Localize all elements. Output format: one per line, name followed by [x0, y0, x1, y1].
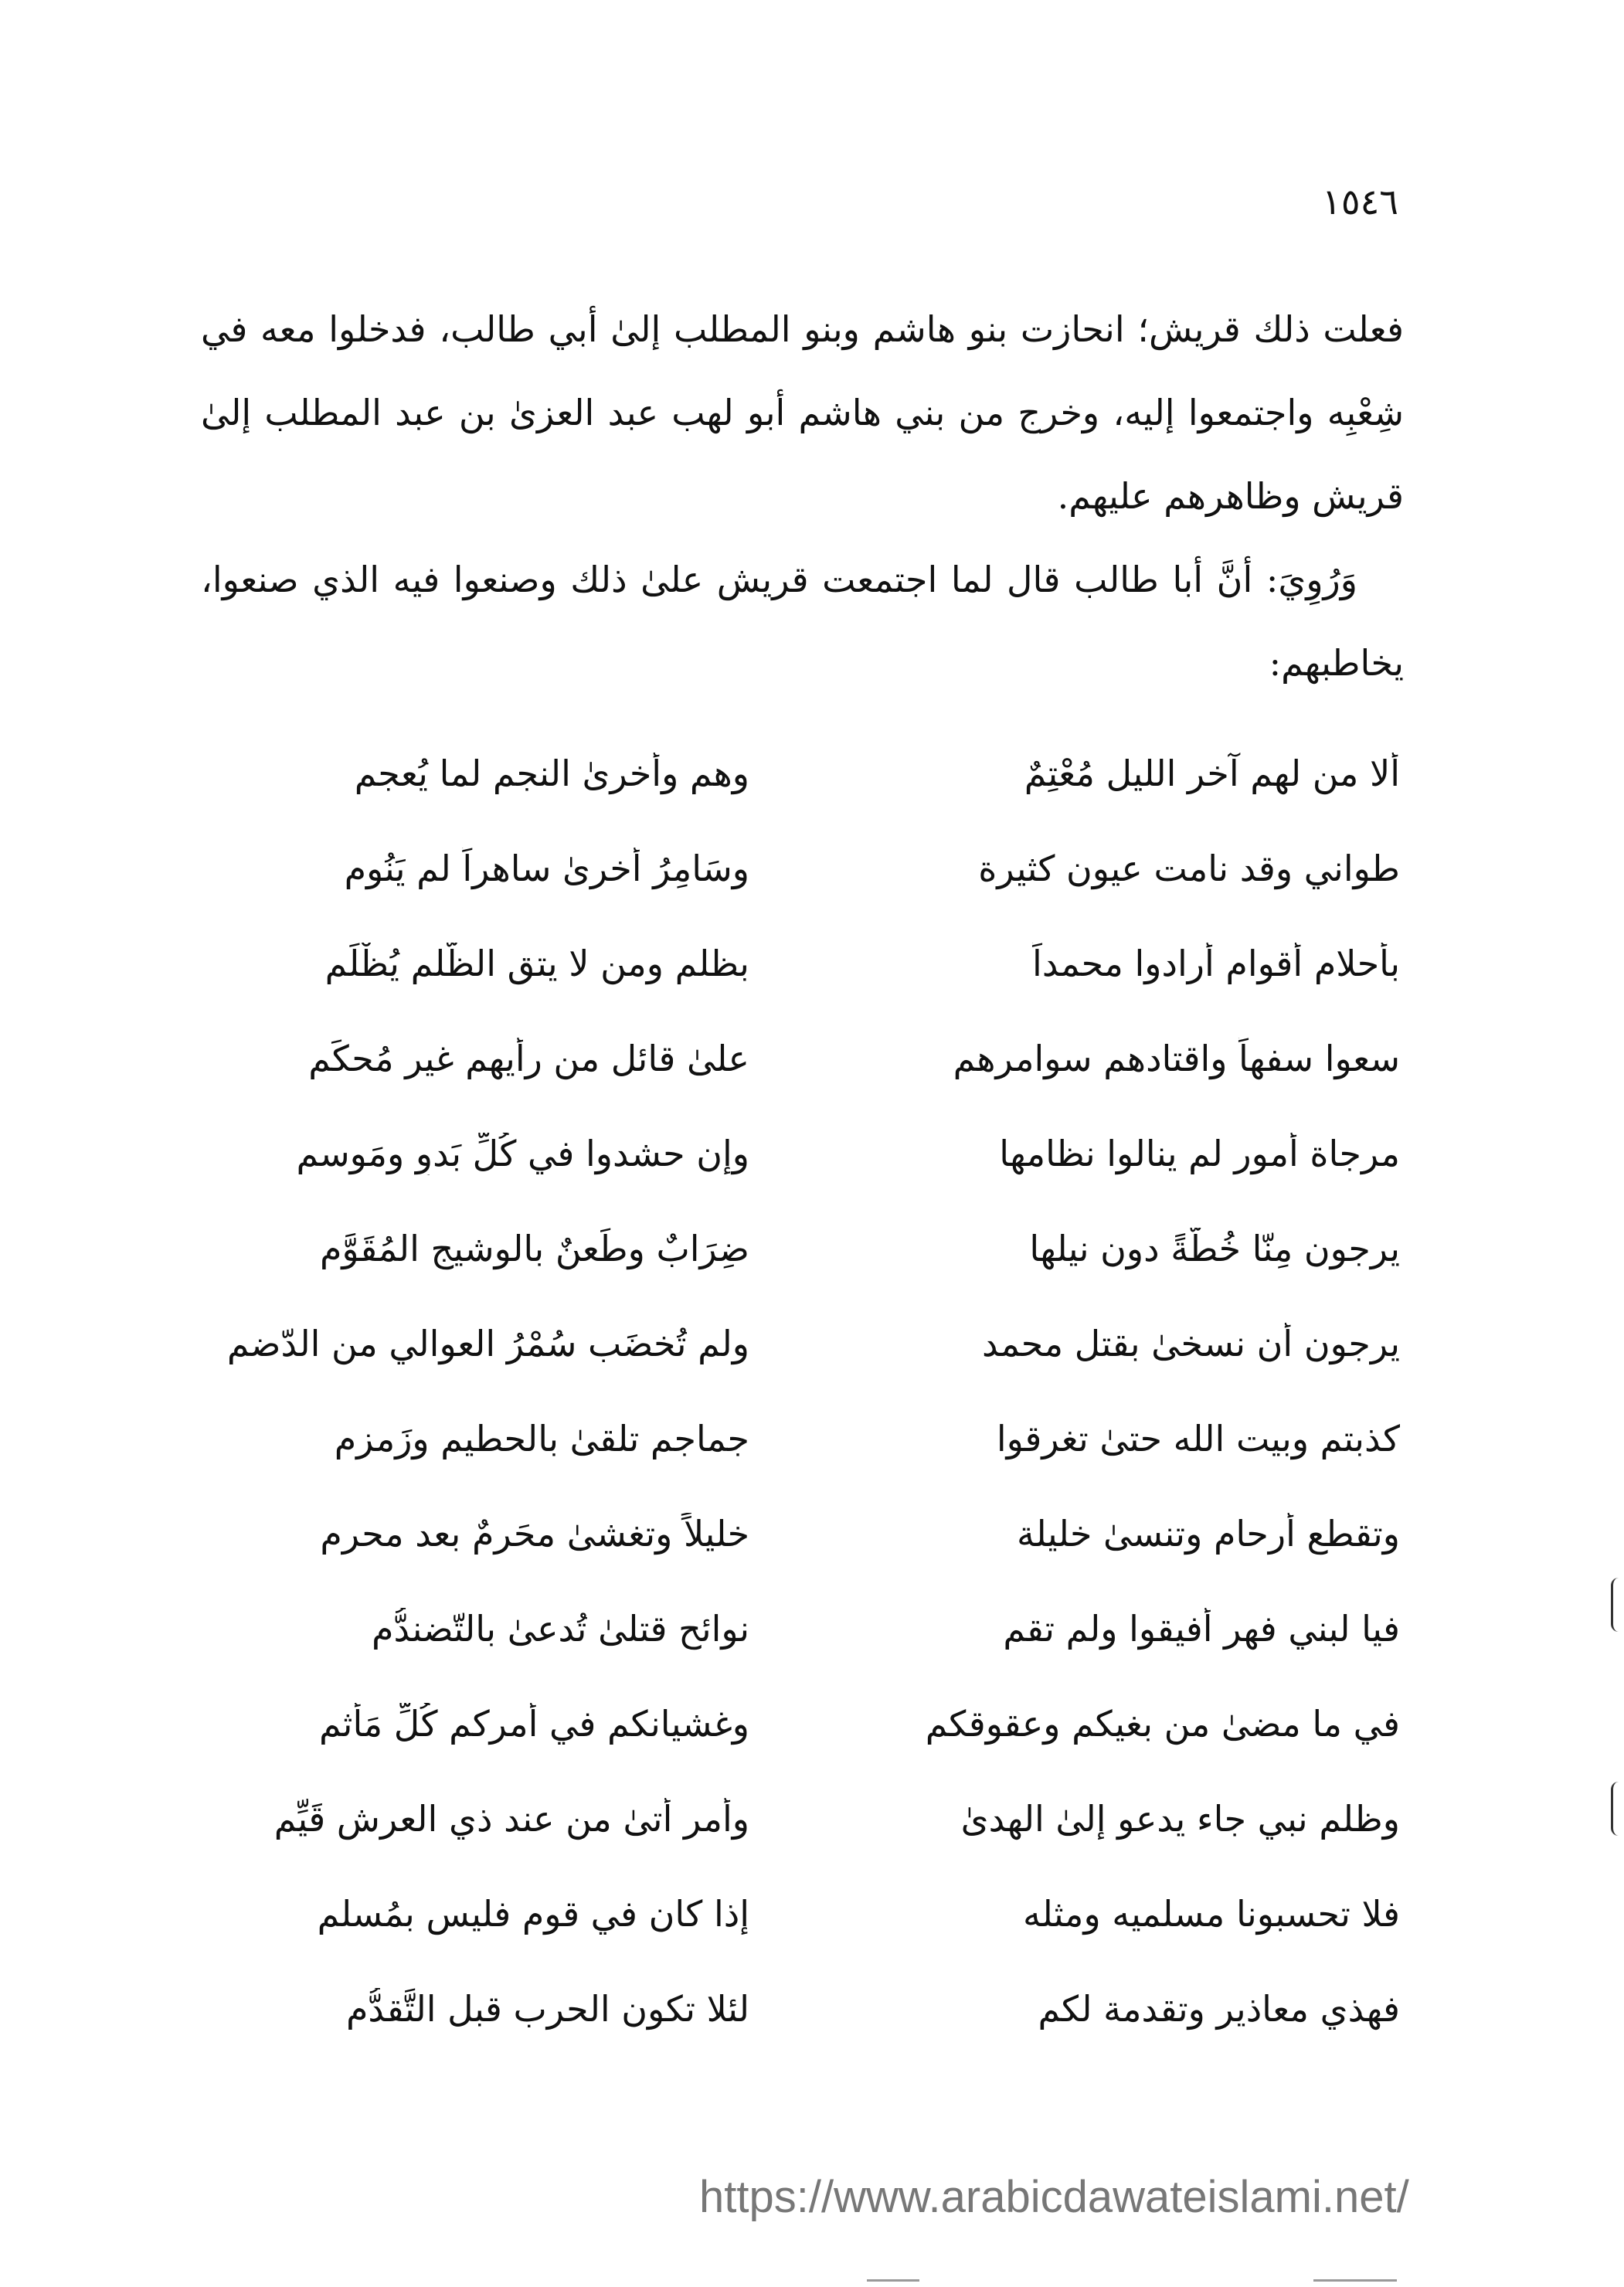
poem	[216, 726, 1400, 2057]
verse-first-hemistich: بأحلام أقوام أرادوا محمداً	[1032, 942, 1400, 984]
verse-first-hemistich: طواني وقد نامت عيون كثيرة	[978, 847, 1400, 889]
verse-first-hemistich: فلا تحسبونا مسلميه ومثله	[1023, 1892, 1400, 1935]
footer-rule	[1313, 2279, 1397, 2282]
verse-second-hemistich: بظلم ومن لا يتق الظُّلم يُظْلَمِ	[324, 942, 749, 984]
verse	[216, 1677, 1400, 1772]
verse	[216, 1296, 1400, 1392]
paragraph: وَرُوِيَ: أنَّ أبا طالب قال لما اجتمعت قريش علىٰ ذلك وصنعوا فيه الذي صنعوا، يخاطبهم:	[201, 559, 1404, 684]
verse-second-hemistich: وغشيانكم في أمركم كُلِّ مَأثمِ	[319, 1702, 749, 1745]
verse-first-hemistich: فهذي معاذير وتقدمة لكم	[1038, 1987, 1400, 2030]
verse-first-hemistich: سعوا سفهاً واقتادهم سوامرهم	[953, 1037, 1400, 1079]
verse-first-hemistich: فيا لبني فهر أفيقوا ولم تقم	[1003, 1607, 1400, 1650]
verse-first-hemistich: يرجون مِنّا خُطّةً دون نيلها	[1029, 1227, 1400, 1269]
verse-second-hemistich: لئلا تكون الحرب قبل التَّقدُّمِ	[345, 1987, 749, 2030]
verse	[216, 1867, 1400, 1962]
verse	[216, 1106, 1400, 1201]
verse-first-hemistich: ألا من لهم آخر الليل مُعْتِمٌ	[1024, 752, 1400, 794]
verse	[216, 1392, 1400, 1487]
verse-first-hemistich: في ما مضىٰ من بغيكم وعقوقكم	[925, 1702, 1400, 1745]
page-number: ١٥٤٦	[1322, 181, 1398, 223]
verse-second-hemistich: وهم وأخرىٰ النجم لما يُعجم	[354, 752, 749, 794]
verse	[216, 726, 1400, 821]
verse	[216, 1201, 1400, 1296]
prose-section	[201, 287, 1404, 705]
verse	[216, 1487, 1400, 1582]
margin-scan-mark	[1611, 1782, 1624, 1836]
footer-rule	[867, 2279, 919, 2282]
verse	[216, 1582, 1400, 1677]
margin-scan-mark	[1611, 1578, 1624, 1632]
verse-second-hemistich: ولم تُخضَب سُمْرُ العوالي من الدّضمِ	[226, 1322, 749, 1364]
verse-first-hemistich: وظلم نبي جاء يدعو إلىٰ الهدىٰ	[960, 1797, 1400, 1840]
verse-first-hemistich: يرجون أن نسخىٰ بقتل محمد	[982, 1322, 1400, 1364]
watermark-url: https://www.arabicdawateislami.net/	[699, 2172, 1409, 2222]
verse	[216, 821, 1400, 916]
verse-second-hemistich: علىٰ قائل من رأيهم غير مُحكَمِ	[308, 1037, 749, 1079]
verse	[216, 916, 1400, 1011]
verse-first-hemistich: كذبتم وبيت الله حتىٰ تغرقوا	[996, 1417, 1400, 1460]
verse-second-hemistich: جماجم تلقىٰ بالحطيم وزَمزمِ	[334, 1417, 749, 1460]
verse	[216, 1011, 1400, 1106]
verse-second-hemistich: نوائح قتلىٰ تُدعىٰ بالتّضندُّمِ	[372, 1607, 749, 1650]
verse	[216, 1772, 1400, 1867]
verse-second-hemistich: وإن حشدوا في كُلِّ بَدوٍ ومَوسمِ	[296, 1132, 749, 1174]
paragraph: فعلت ذلك قريش؛ انحازت بنو هاشم وبنو المطلب إلىٰ أبي طالب، فدخلوا معه في شِعْبِه واجتمعوا إليه، وخرج من بني هاشم أبو لهب عبد العزىٰ بن عبد المطلب إلىٰ قريش وظاهرهم عليهم.	[201, 308, 1404, 517]
verse-first-hemistich: مرجاة أمور لم ينالوا نظامها	[999, 1132, 1400, 1174]
verse-first-hemistich: وتقطع أرحام وتنسىٰ خليلة	[1016, 1512, 1400, 1555]
verse-second-hemistich: إذا كان في قوم فليس بمُسلمِ	[317, 1892, 749, 1935]
verse	[216, 1962, 1400, 2057]
verse-second-hemistich: وسَامِرُ أخرىٰ ساهراً لم يَنُومِ	[344, 847, 749, 889]
verse-second-hemistich: ضِرَابٌ وطَعنٌ بالوشيج المُقَوَّمِ	[319, 1227, 749, 1269]
verse-second-hemistich: خليلاً وتغشىٰ محَرمٌ بعد محرم	[320, 1512, 749, 1555]
verse-second-hemistich: وأمر أتىٰ من عند ذي العرش قَيِّمِ	[273, 1797, 749, 1840]
